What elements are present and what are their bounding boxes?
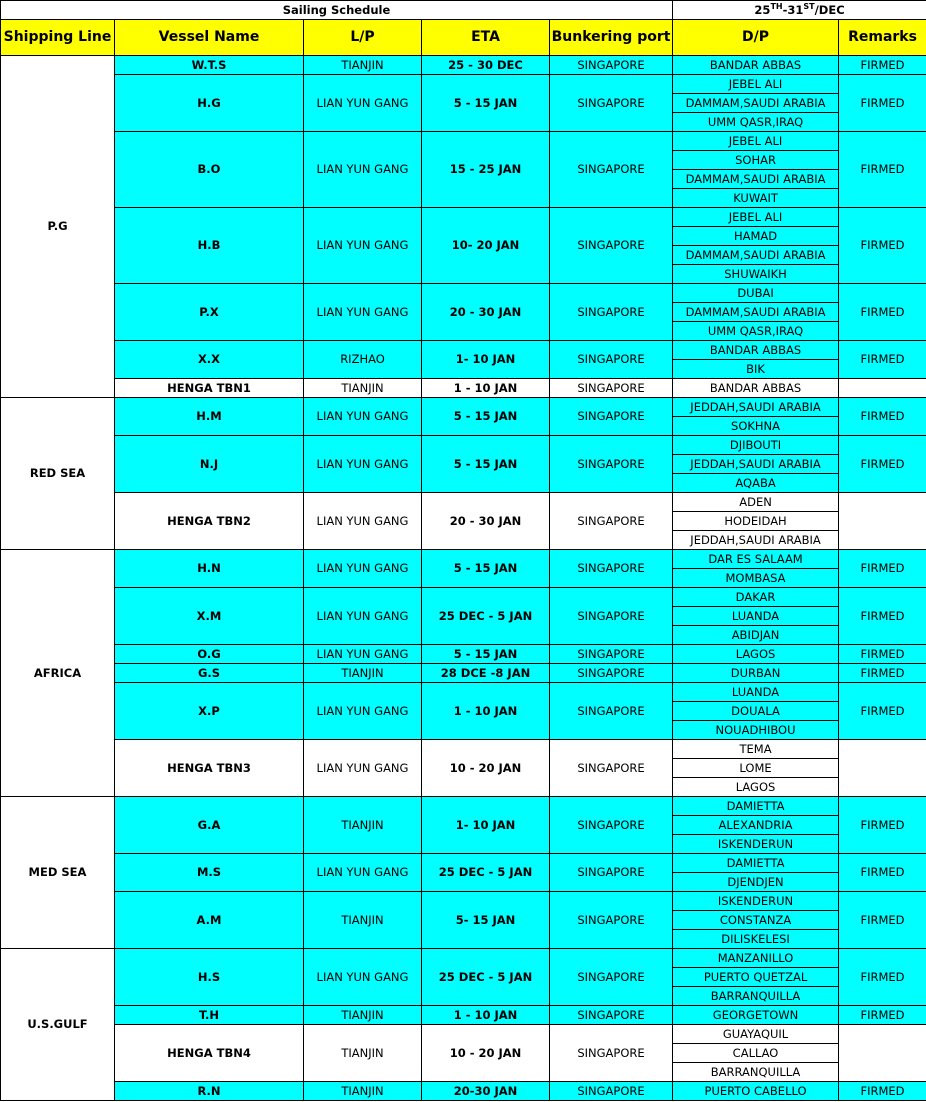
- table-row: [1, 436, 926, 455]
- loading-port-cell: LIAN YUN GANG: [304, 75, 422, 132]
- discharge-port-cell: SOKHNA: [673, 417, 839, 436]
- table-row: [1, 892, 926, 911]
- discharge-port-cell: DJIBOUTI: [673, 436, 839, 455]
- shipping-line-cell: U.S.GULF: [1, 949, 115, 1101]
- remarks-cell: [839, 379, 926, 398]
- header-row: [1, 20, 926, 56]
- eta-cell: 1 - 10 JAN: [422, 379, 550, 398]
- bunkering-port-cell: SINGAPORE: [550, 892, 673, 949]
- discharge-port-cell: DURBAN: [673, 664, 839, 683]
- loading-port-cell: LIAN YUN GANG: [304, 132, 422, 208]
- discharge-port-cell: UMM QASR,IRAQ: [673, 113, 839, 132]
- table-row: [1, 949, 926, 968]
- header-loading-port: L/P: [304, 20, 422, 56]
- bunkering-port-cell: SINGAPORE: [550, 740, 673, 797]
- vessel-name-cell: R.N: [115, 1082, 304, 1101]
- discharge-port-cell: JEDDAH,SAUDI ARABIA: [673, 455, 839, 474]
- loading-port-cell: LIAN YUN GANG: [304, 645, 422, 664]
- table-row: [1, 56, 926, 75]
- loading-port-cell: LIAN YUN GANG: [304, 284, 422, 341]
- table-row: [1, 379, 926, 398]
- table-row: [1, 493, 926, 512]
- eta-cell: 20 - 30 JAN: [422, 493, 550, 550]
- header-shipping-line: Shipping Line: [1, 20, 115, 56]
- vessel-name-cell: H.B: [115, 208, 304, 284]
- discharge-port-cell: LUANDA: [673, 607, 839, 626]
- discharge-port-cell: BARRANQUILLA: [673, 1063, 839, 1082]
- bunkering-port-cell: SINGAPORE: [550, 683, 673, 740]
- discharge-port-cell: UMM QASR,IRAQ: [673, 322, 839, 341]
- vessel-name-cell: HENGA TBN2: [115, 493, 304, 550]
- discharge-port-cell: JEBEL ALI: [673, 208, 839, 227]
- loading-port-cell: TIANJIN: [304, 1006, 422, 1025]
- eta-cell: 5 - 15 JAN: [422, 645, 550, 664]
- eta-cell: 1 - 10 JAN: [422, 683, 550, 740]
- eta-cell: 28 DCE -8 JAN: [422, 664, 550, 683]
- discharge-port-cell: KUWAIT: [673, 189, 839, 208]
- eta-cell: 25 DEC - 5 JAN: [422, 854, 550, 892]
- bunkering-port-cell: SINGAPORE: [550, 493, 673, 550]
- discharge-port-cell: GEORGETOWN: [673, 1006, 839, 1025]
- discharge-port-cell: BIK: [673, 360, 839, 379]
- eta-cell: 25 DEC - 5 JAN: [422, 949, 550, 1006]
- discharge-port-cell: CONSTANZA: [673, 911, 839, 930]
- remarks-cell: FIRMED: [839, 797, 926, 854]
- table-row: [1, 284, 926, 303]
- header-eta: ETA: [422, 20, 550, 56]
- discharge-port-cell: TEMA: [673, 740, 839, 759]
- vessel-name-cell: H.N: [115, 550, 304, 588]
- discharge-port-cell: LAGOS: [673, 778, 839, 797]
- table-row: [1, 588, 926, 607]
- shipping-line-cell: RED SEA: [1, 398, 115, 550]
- discharge-port-cell: GUAYAQUIL: [673, 1025, 839, 1044]
- remarks-cell: FIRMED: [839, 664, 926, 683]
- period-sup-1: TH: [770, 1, 783, 11]
- discharge-port-cell: ABIDJAN: [673, 626, 839, 645]
- discharge-port-cell: HODEIDAH: [673, 512, 839, 531]
- remarks-cell: [839, 1025, 926, 1082]
- eta-cell: 15 - 25 JAN: [422, 132, 550, 208]
- eta-cell: 5 - 15 JAN: [422, 550, 550, 588]
- remarks-cell: FIRMED: [839, 284, 926, 341]
- header-vessel-name: Vessel Name: [115, 20, 304, 56]
- bunkering-port-cell: SINGAPORE: [550, 797, 673, 854]
- discharge-port-cell: ALEXANDRIA: [673, 816, 839, 835]
- bunkering-port-cell: SINGAPORE: [550, 664, 673, 683]
- bunkering-port-cell: SINGAPORE: [550, 132, 673, 208]
- table-row: [1, 645, 926, 664]
- loading-port-cell: RIZHAO: [304, 341, 422, 379]
- header-remarks: Remarks: [839, 20, 926, 56]
- loading-port-cell: LIAN YUN GANG: [304, 550, 422, 588]
- bunkering-port-cell: SINGAPORE: [550, 949, 673, 1006]
- remarks-cell: FIRMED: [839, 854, 926, 892]
- loading-port-cell: LIAN YUN GANG: [304, 854, 422, 892]
- bunkering-port-cell: SINGAPORE: [550, 1082, 673, 1101]
- vessel-name-cell: HENGA TBN1: [115, 379, 304, 398]
- remarks-cell: FIRMED: [839, 208, 926, 284]
- vessel-name-cell: X.M: [115, 588, 304, 645]
- vessel-name-cell: A.M: [115, 892, 304, 949]
- eta-cell: 1 - 10 JAN: [422, 1006, 550, 1025]
- eta-cell: 20 - 30 JAN: [422, 284, 550, 341]
- bunkering-port-cell: SINGAPORE: [550, 379, 673, 398]
- vessel-name-cell: HENGA TBN3: [115, 740, 304, 797]
- discharge-port-cell: DILISKELESI: [673, 930, 839, 949]
- discharge-port-cell: ISKENDERUN: [673, 835, 839, 854]
- loading-port-cell: LIAN YUN GANG: [304, 436, 422, 493]
- remarks-cell: FIRMED: [839, 1082, 926, 1101]
- bunkering-port-cell: SINGAPORE: [550, 56, 673, 75]
- discharge-port-cell: CALLAO: [673, 1044, 839, 1063]
- remarks-cell: FIRMED: [839, 550, 926, 588]
- eta-cell: 10- 20 JAN: [422, 208, 550, 284]
- remarks-cell: FIRMED: [839, 132, 926, 208]
- discharge-port-cell: BARRANQUILLA: [673, 987, 839, 1006]
- header-bunkering-port: Bunkering port: [550, 20, 673, 56]
- period-mid: -31: [782, 2, 804, 17]
- bunkering-port-cell: SINGAPORE: [550, 854, 673, 892]
- remarks-cell: FIRMED: [839, 341, 926, 379]
- discharge-port-cell: PUERTO QUETZAL: [673, 968, 839, 987]
- loading-port-cell: TIANJIN: [304, 56, 422, 75]
- vessel-name-cell: HENGA TBN4: [115, 1025, 304, 1082]
- bunkering-port-cell: SINGAPORE: [550, 208, 673, 284]
- bunkering-port-cell: SINGAPORE: [550, 398, 673, 436]
- discharge-port-cell: DUBAI: [673, 284, 839, 303]
- discharge-port-cell: JEBEL ALI: [673, 75, 839, 94]
- loading-port-cell: LIAN YUN GANG: [304, 588, 422, 645]
- discharge-port-cell: DAMMAM,SAUDI ARABIA: [673, 246, 839, 265]
- remarks-cell: FIRMED: [839, 949, 926, 1006]
- vessel-name-cell: G.A: [115, 797, 304, 854]
- table-row: [1, 740, 926, 759]
- loading-port-cell: LIAN YUN GANG: [304, 493, 422, 550]
- schedule-period: [673, 1, 926, 20]
- eta-cell: 20-30 JAN: [422, 1082, 550, 1101]
- discharge-port-cell: JEBEL ALI: [673, 132, 839, 151]
- bunkering-port-cell: SINGAPORE: [550, 588, 673, 645]
- discharge-port-cell: JEDDAH,SAUDI ARABIA: [673, 398, 839, 417]
- discharge-port-cell: DAKAR: [673, 588, 839, 607]
- discharge-port-cell: BANDAR ABBAS: [673, 341, 839, 360]
- discharge-port-cell: LAGOS: [673, 645, 839, 664]
- table-title: Sailing Schedule: [1, 1, 673, 20]
- discharge-port-cell: MANZANILLO: [673, 949, 839, 968]
- remarks-cell: [839, 740, 926, 797]
- table-row: [1, 132, 926, 151]
- discharge-port-cell: DJENDJEN: [673, 873, 839, 892]
- vessel-name-cell: N.J: [115, 436, 304, 493]
- remarks-cell: FIRMED: [839, 683, 926, 740]
- vessel-name-cell: O.G: [115, 645, 304, 664]
- loading-port-cell: TIANJIN: [304, 892, 422, 949]
- vessel-name-cell: X.P: [115, 683, 304, 740]
- schedule-body: [1, 1, 926, 1101]
- eta-cell: 25 - 30 DEC: [422, 56, 550, 75]
- discharge-port-cell: DAR ES SALAAM: [673, 550, 839, 569]
- eta-cell: 5 - 15 JAN: [422, 75, 550, 132]
- vessel-name-cell: W.T.S: [115, 56, 304, 75]
- discharge-port-cell: ISKENDERUN: [673, 892, 839, 911]
- loading-port-cell: TIANJIN: [304, 664, 422, 683]
- vessel-name-cell: H.M: [115, 398, 304, 436]
- discharge-port-cell: AQABA: [673, 474, 839, 493]
- remarks-cell: FIRMED: [839, 588, 926, 645]
- loading-port-cell: LIAN YUN GANG: [304, 683, 422, 740]
- bunkering-port-cell: SINGAPORE: [550, 1006, 673, 1025]
- table-row: [1, 398, 926, 417]
- period-sup-2: ST: [803, 1, 815, 11]
- discharge-port-cell: DOUALA: [673, 702, 839, 721]
- loading-port-cell: LIAN YUN GANG: [304, 398, 422, 436]
- discharge-port-cell: LUANDA: [673, 683, 839, 702]
- discharge-port-cell: PUERTO CABELLO: [673, 1082, 839, 1101]
- loading-port-cell: TIANJIN: [304, 379, 422, 398]
- bunkering-port-cell: SINGAPORE: [550, 436, 673, 493]
- vessel-name-cell: P.X: [115, 284, 304, 341]
- discharge-port-cell: BANDAR ABBAS: [673, 379, 839, 398]
- loading-port-cell: TIANJIN: [304, 1025, 422, 1082]
- table-row: [1, 854, 926, 873]
- vessel-name-cell: H.S: [115, 949, 304, 1006]
- discharge-port-cell: DAMMAM,SAUDI ARABIA: [673, 94, 839, 113]
- loading-port-cell: LIAN YUN GANG: [304, 740, 422, 797]
- table-row: [1, 1025, 926, 1044]
- bunkering-port-cell: SINGAPORE: [550, 341, 673, 379]
- bunkering-port-cell: SINGAPORE: [550, 1025, 673, 1082]
- vessel-name-cell: M.S: [115, 854, 304, 892]
- shipping-line-cell: P.G: [1, 56, 115, 398]
- discharge-port-cell: DAMMAM,SAUDI ARABIA: [673, 170, 839, 189]
- period-prefix: 25: [754, 2, 771, 17]
- eta-cell: 1- 10 JAN: [422, 797, 550, 854]
- eta-cell: 5- 15 JAN: [422, 892, 550, 949]
- remarks-cell: FIRMED: [839, 398, 926, 436]
- discharge-port-cell: JEDDAH,SAUDI ARABIA: [673, 531, 839, 550]
- vessel-name-cell: G.S: [115, 664, 304, 683]
- shipping-line-cell: MED SEA: [1, 797, 115, 949]
- table-row: [1, 797, 926, 816]
- remarks-cell: FIRMED: [839, 892, 926, 949]
- discharge-port-cell: MOMBASA: [673, 569, 839, 588]
- eta-cell: 10 - 20 JAN: [422, 1025, 550, 1082]
- discharge-port-cell: SOHAR: [673, 151, 839, 170]
- discharge-port-cell: ADEN: [673, 493, 839, 512]
- loading-port-cell: TIANJIN: [304, 1082, 422, 1101]
- loading-port-cell: LIAN YUN GANG: [304, 949, 422, 1006]
- table-row: [1, 75, 926, 94]
- bunkering-port-cell: SINGAPORE: [550, 75, 673, 132]
- eta-cell: 5 - 15 JAN: [422, 398, 550, 436]
- vessel-name-cell: X.X: [115, 341, 304, 379]
- discharge-port-cell: SHUWAIKH: [673, 265, 839, 284]
- remarks-cell: FIRMED: [839, 436, 926, 493]
- eta-cell: 25 DEC - 5 JAN: [422, 588, 550, 645]
- remarks-cell: FIRMED: [839, 75, 926, 132]
- remarks-cell: FIRMED: [839, 56, 926, 75]
- eta-cell: 10 - 20 JAN: [422, 740, 550, 797]
- header-discharge-port: D/P: [673, 20, 839, 56]
- table-row: [1, 341, 926, 360]
- vessel-name-cell: B.O: [115, 132, 304, 208]
- bunkering-port-cell: SINGAPORE: [550, 550, 673, 588]
- table-row: [1, 550, 926, 569]
- vessel-name-cell: H.G: [115, 75, 304, 132]
- loading-port-cell: LIAN YUN GANG: [304, 208, 422, 284]
- discharge-port-cell: DAMIETTA: [673, 854, 839, 873]
- eta-cell: 1- 10 JAN: [422, 341, 550, 379]
- table-row: [1, 664, 926, 683]
- remarks-cell: FIRMED: [839, 645, 926, 664]
- loading-port-cell: TIANJIN: [304, 797, 422, 854]
- title-row: [1, 1, 926, 20]
- remarks-cell: [839, 493, 926, 550]
- bunkering-port-cell: SINGAPORE: [550, 284, 673, 341]
- table-row: [1, 208, 926, 227]
- discharge-port-cell: DAMMAM,SAUDI ARABIA: [673, 303, 839, 322]
- table-row: [1, 1006, 926, 1025]
- period-suffix: /DEC: [814, 2, 845, 17]
- bunkering-port-cell: SINGAPORE: [550, 645, 673, 664]
- eta-cell: 5 - 15 JAN: [422, 436, 550, 493]
- vessel-name-cell: T.H: [115, 1006, 304, 1025]
- remarks-cell: FIRMED: [839, 1006, 926, 1025]
- discharge-port-cell: LOME: [673, 759, 839, 778]
- table-row: [1, 1082, 926, 1101]
- discharge-port-cell: DAMIETTA: [673, 797, 839, 816]
- discharge-port-cell: NOUADHIBOU: [673, 721, 839, 740]
- discharge-port-cell: HAMAD: [673, 227, 839, 246]
- shipping-line-cell: AFRICA: [1, 550, 115, 797]
- discharge-port-cell: BANDAR ABBAS: [673, 56, 839, 75]
- table-row: [1, 683, 926, 702]
